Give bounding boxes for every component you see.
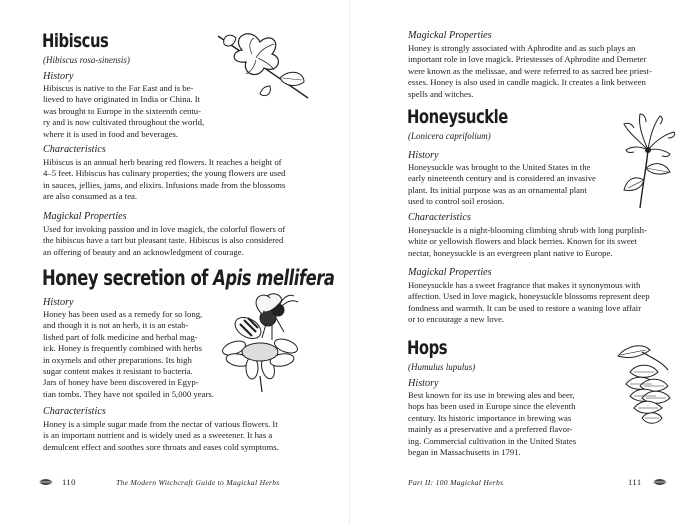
honey-magickal-text: Honey is strongly associated with Aphrodite and as such plays an important role in love magick. Priestesses of Aphrodite and Demeter were known as the melissae, and were referred to as sacred bee priest- esses. Honey is also used in candle magick. It creates a link between spells and witches.	[408, 43, 652, 99]
hops-title: Hops	[407, 337, 448, 359]
hops-history-heading: History	[408, 378, 439, 389]
hops-illustration-icon	[612, 342, 682, 432]
page-number-right: 111	[628, 477, 642, 487]
honeysuckle-characteristics-heading: Characteristics	[408, 212, 471, 223]
running-title-left: The Modern Witchcraft Guide to Magickal Herbs	[116, 478, 280, 487]
honey-title: Honey secretion of Apis mellifera	[42, 266, 335, 290]
ornament-leaf-icon	[652, 477, 668, 487]
hibiscus-latin-name: (Hibiscus rosa-sinensis)	[43, 55, 130, 65]
running-title-right: Part II: 100 Magickal Herbs	[408, 478, 504, 487]
hibiscus-history-text: Hibiscus is native to the Far East and is be- lieved to have originated in India or China. It was brought to Europe in the sixteenth centu- ry and is now cultivated throughout the world, where it is used in food and beverages.	[43, 83, 205, 139]
honeysuckle-history-heading: History	[408, 150, 439, 161]
hibiscus-illustration-icon	[212, 28, 312, 100]
honey-characteristics-text: Honey is a simple sugar made from the nectar of various flowers. It is an important nutrient and is widely used as a sweetener. It has a demulcent effect and soothes sore throats and eases cold symptoms.	[43, 419, 279, 452]
honeysuckle-latin-name: (Lonicera caprifolium)	[408, 131, 491, 141]
hibiscus-characteristics-heading: Characteristics	[43, 144, 106, 155]
right-page	[350, 0, 700, 525]
honey-characteristics-heading: Characteristics	[43, 406, 106, 417]
honeysuckle-magickal-heading: Magickal Properties	[408, 267, 492, 278]
honey-magickal-heading: Magickal Properties	[408, 30, 492, 41]
honeysuckle-magickal-text: Honeysuckle has a sweet fragrance that makes it synonymous with affection. Used in love magick, honeysuckle blossoms represent deep fondness and warmth. It can be used to restore a waning love affair or to encourage a new love.	[408, 280, 650, 325]
page-number-left: 110	[62, 477, 76, 487]
hibiscus-history-heading: History	[43, 71, 74, 82]
honey-species-name: Apis mellifera	[213, 266, 335, 290]
hibiscus-characteristics-text: Hibiscus is an annual herb bearing red flowers. It reaches a height of 4–5 feet. Hibiscus has culinary properties; the young flowers are used in sauces, jellies, jams, and elixirs. Infusions made from the blossoms are also consumed as a tea.	[43, 157, 286, 202]
honey-history-heading: History	[43, 297, 74, 308]
honeysuckle-characteristics-text: Honeysuckle is a night-blooming climbing shrub with long purplish- white or yellowish flowers and black berries. Known for its sweet nectar, honeysuckle is an evergreen plant native to Europe.	[408, 225, 647, 258]
honeysuckle-title: Honeysuckle	[407, 106, 508, 128]
hibiscus-magickal-text: Used for invoking passion and in love magick, the colorful flowers of the hibiscus have a tart but pleasant taste. Hibiscus is also considered an offering of beauty and an acknowledgment of courage.	[43, 224, 286, 257]
honey-history-text: Honey has been used as a remedy for so long, and though it is not an herb, it is an estab- lished part of folk medicine and herbal mag- ick. Honey is frequently combined with herbs in oxymels and other preparations. Its high sugar content makes it resistant to bacteria. Jars of honey have been discovered in Egyp- tian tombs. They have not spoiled in 5,000 years.	[43, 309, 214, 399]
hops-latin-name: (Humulus lupulus)	[408, 362, 476, 372]
honeysuckle-illustration-icon	[618, 110, 680, 208]
bee-on-flower-illustration-icon	[218, 288, 310, 392]
ornament-leaf-icon	[38, 477, 54, 487]
hops-history-text: Best known for its use in brewing ales and beer, hops has been used in Europe since the eleventh century. Its historic importance in brewing was mainly as a preservative and a preferred flavor- ing. Commercial cultivation in the United States began in Massachusetts in 1791.	[408, 390, 577, 458]
hibiscus-title: Hibiscus	[42, 30, 109, 52]
honeysuckle-history-text: Honeysuckle was brought to the United States in the early nineteenth century and is considered an invasive plant. Its initial purpose was as an ornamental plant used to control soil erosion.	[408, 162, 596, 207]
hibiscus-magickal-heading: Magickal Properties	[43, 211, 127, 222]
